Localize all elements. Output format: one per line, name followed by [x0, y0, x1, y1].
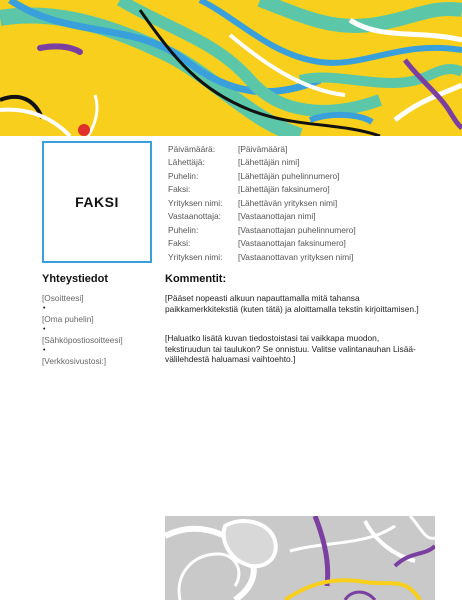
- field-value[interactable]: [Lähettäjän faksinumero]: [238, 184, 330, 195]
- field-value[interactable]: [Vastaanottajan faksinumero]: [238, 238, 346, 249]
- field-row-sender-phone: [168, 169, 356, 183]
- field-value[interactable]: [Vastaanottajan nimi]: [238, 211, 316, 222]
- fax-title: FAKSI: [75, 194, 119, 210]
- header-banner-art: [0, 0, 462, 136]
- comment-paragraph-2[interactable]: [Haluatko lisätä kuvan tiedostoistasi tai vaikkapa muodon, tekstiruudun tai taulukon? Se onnistuu. Valitse valintanauhan Lisää-välilehdestä haluamasi vaihtoehto.]: [165, 333, 416, 364]
- field-value[interactable]: [Päivämäärä]: [238, 143, 288, 154]
- field-label: Faksi:: [168, 238, 191, 249]
- field-label: Lähettäjä:: [168, 157, 205, 168]
- field-row-recipient: [168, 210, 356, 224]
- field-label: Puhelin:: [168, 224, 199, 235]
- fax-fields: [168, 142, 356, 264]
- field-value[interactable]: [Lähettäjän nimi]: [238, 157, 300, 168]
- field-label: Vastaanottaja:: [168, 211, 221, 222]
- contact-heading: Yhteystiedot: [42, 273, 109, 285]
- field-value[interactable]: [Vastaanottavan yrityksen nimi]: [238, 251, 354, 262]
- comment-paragraph-1[interactable]: [Pääset nopeasti alkuun napauttamalla mitä tahansa paikkamerkkitekstiä (kuten tätä) ja aloittamalla tekstin kirjoittamisen.]: [165, 293, 419, 314]
- field-row-recipient-phone: [168, 223, 356, 237]
- field-value[interactable]: [Vastaanottajan puhelinnumero]: [238, 224, 356, 235]
- contact-address[interactable]: [Osoitteesi]: [42, 293, 84, 303]
- field-row-recipient-company: [168, 250, 356, 264]
- contact-list: [42, 293, 123, 367]
- field-row-date: [168, 142, 356, 156]
- fax-title-box: [42, 141, 152, 263]
- field-label: Puhelin:: [168, 170, 199, 181]
- field-label: Yrityksen nimi:: [168, 197, 223, 208]
- comments-heading: Kommentit:: [165, 273, 227, 285]
- bullet-separator: •: [43, 347, 46, 354]
- bullet-separator: •: [43, 305, 46, 312]
- field-row-sender: [168, 156, 356, 170]
- contact-website[interactable]: [Verkkosivustosi:]: [42, 356, 107, 366]
- field-value[interactable]: [Lähettävän yrityksen nimi]: [238, 197, 338, 208]
- bullet-separator: •: [43, 326, 46, 333]
- contact-phone[interactable]: [Oma puhelin]: [42, 314, 94, 324]
- field-label: Yrityksen nimi:: [168, 251, 223, 262]
- field-value[interactable]: [Lähettäjän puhelinnumero]: [238, 170, 340, 181]
- field-row-recipient-fax: [168, 237, 356, 251]
- field-row-sender-fax: [168, 183, 356, 197]
- contact-email[interactable]: [Sähköpostiosoitteesi]: [42, 335, 123, 345]
- field-label: Päivämäärä:: [168, 143, 216, 154]
- field-label: Faksi:: [168, 184, 191, 195]
- field-row-sender-company: [168, 196, 356, 210]
- footer-art: [165, 516, 435, 600]
